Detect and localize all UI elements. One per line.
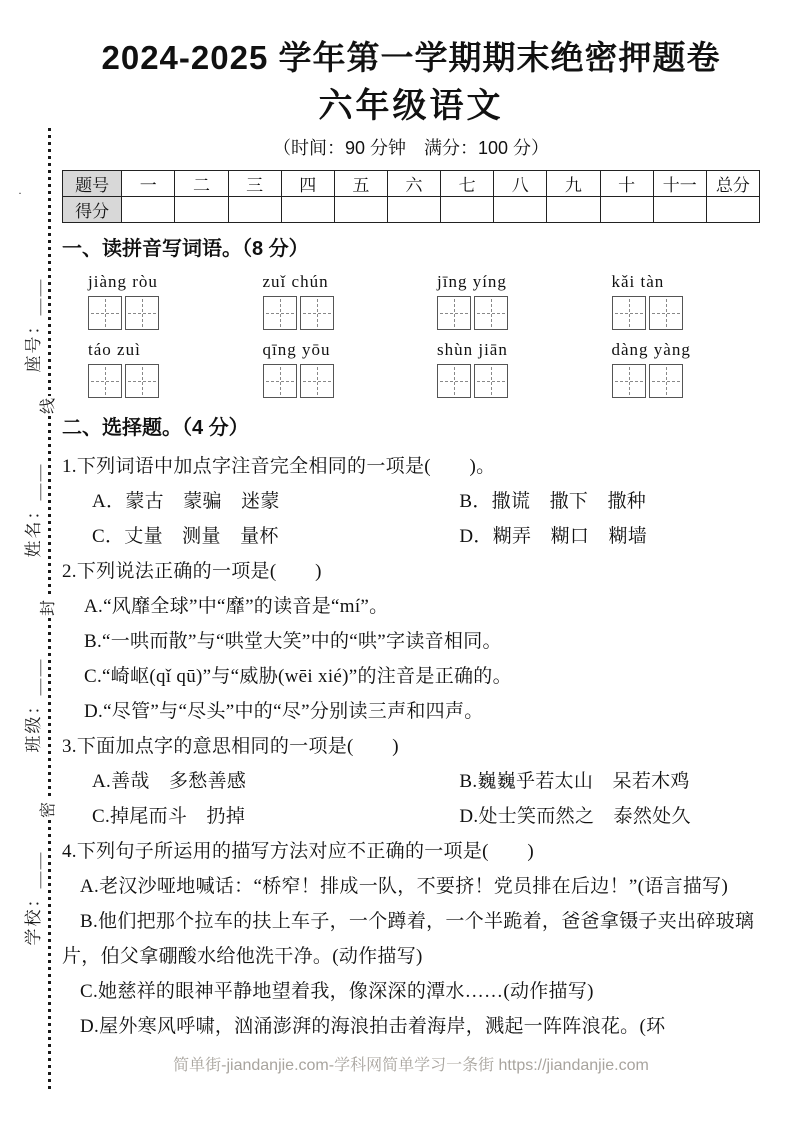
character-grid-box: [263, 296, 297, 330]
question-stem: 3.下面加点字的意思相同的一项是( ): [62, 736, 399, 757]
question-stem: 4.下列句子所运用的描写方法对应不正确的一项是( ): [62, 841, 535, 862]
score-cell: [334, 197, 387, 223]
score-cell: [228, 197, 281, 223]
character-grid-box: [125, 364, 159, 398]
score-table-header-row: [63, 171, 760, 197]
seal-char-line: 线: [39, 397, 57, 415]
stray-dot: ·: [18, 186, 22, 200]
score-cell: [175, 197, 228, 223]
score-cell: [547, 197, 600, 223]
option-b: B.他们把那个拉车的扶上车子，一个蹲着，一个半跪着，爸爸拿镊子夹出碎玻璃片，伯父拿硼酸水给他洗干净。(动作描写): [62, 911, 755, 967]
character-grid-box: [437, 296, 471, 330]
score-cell: [653, 197, 706, 223]
col-total: 总分: [706, 171, 759, 197]
seal-dotted-segment: [48, 820, 51, 1093]
score-table: [62, 170, 760, 223]
pinyin-row-2: [62, 338, 760, 402]
writing-boxes: [612, 296, 761, 330]
score-label: 得分: [63, 197, 122, 223]
exam-content: [62, 0, 760, 1075]
pinyin-group: [237, 338, 412, 402]
pinyin-group: [411, 270, 586, 334]
character-grid-box: [612, 364, 646, 398]
score-cell: [494, 197, 547, 223]
pinyin-word: zuǐ chún: [262, 272, 329, 291]
pinyin-group: [237, 270, 412, 334]
option-a: A.善哉 多愁善感: [92, 771, 247, 792]
score-cell: [387, 197, 440, 223]
pinyin-word: qīng yōu: [262, 340, 331, 359]
character-grid-box: [263, 364, 297, 398]
seal-char-seal: 封: [39, 599, 57, 617]
score-table-score-row: [63, 197, 760, 223]
col-3: 三: [228, 171, 281, 197]
option-c: C.掉尾而斗 扔掉: [92, 806, 246, 827]
option-b: B．撒谎 撒下 撒种: [459, 491, 647, 512]
question-4: [62, 834, 760, 1044]
col-5: 五: [334, 171, 387, 197]
pinyin-row-1: [62, 270, 760, 334]
seal-dotted-segment: [48, 618, 51, 800]
col-2: 二: [175, 171, 228, 197]
character-grid-box: [300, 364, 334, 398]
writing-boxes: [88, 364, 237, 398]
exam-subtitle: 六年级语文: [318, 87, 504, 125]
exam-time-score-info: （时间：90 分钟 满分：100 分）: [272, 138, 550, 158]
question-stem: 1.下列词语中加点字注音完全相同的一项是( )。: [62, 456, 496, 477]
option-a: A.老汉沙哑地喊话：“桥窄！排成一队，不要挤！党员排在后边！”(语言描写): [80, 876, 729, 897]
pinyin-group: [62, 338, 237, 402]
character-grid-box: [437, 364, 471, 398]
exam-title: 2024-2025 学年第一学期期末绝密押题卷: [101, 39, 721, 76]
seal-dotted-segment: [48, 416, 51, 598]
pinyin-group: [411, 338, 586, 402]
option-c: C.她慈祥的眼神平静地望着我，像深深的潭水……(动作描写): [80, 981, 594, 1002]
col-8: 八: [494, 171, 547, 197]
character-grid-box: [88, 296, 122, 330]
option-d: D.屋外寒风呼啸，汹涌澎湃的海浪拍击着海岸，溅起一阵阵浪花。(环: [80, 1016, 666, 1037]
score-cell: [122, 197, 175, 223]
pinyin-word: jīng yíng: [437, 272, 507, 291]
option-b: B.“一哄而散”与“哄堂大笑”中的“哄”字读音相同。: [84, 631, 502, 652]
writing-boxes: [263, 296, 412, 330]
question-1: [62, 449, 760, 554]
question-number-label: 题号: [63, 171, 122, 197]
score-cell: [706, 197, 759, 223]
pinyin-word: jiàng ròu: [88, 272, 158, 291]
class-field: 班级：＿＿: [24, 657, 43, 753]
seal-dotted-segment: [48, 128, 51, 396]
col-6: 六: [387, 171, 440, 197]
character-grid-box: [649, 296, 683, 330]
character-grid-box: [649, 364, 683, 398]
writing-boxes: [437, 296, 586, 330]
writing-boxes: [612, 364, 761, 398]
col-7: 七: [441, 171, 494, 197]
score-cell: [600, 197, 653, 223]
pinyin-group: [586, 270, 761, 334]
writing-boxes: [263, 364, 412, 398]
score-cell: [441, 197, 494, 223]
option-c: C．丈量 测量 量杯: [92, 526, 279, 547]
pinyin-group: [586, 338, 761, 402]
character-grid-box: [125, 296, 159, 330]
option-a: A．蒙古 蒙骗 迷蒙: [92, 491, 280, 512]
options-row: [62, 519, 760, 554]
pinyin-word: dàng yàng: [611, 340, 691, 359]
col-4: 四: [281, 171, 334, 197]
watermark: 简单街-jiandanjie.com-学科网简单学习一条街 https://jiandanjie.com: [173, 1057, 649, 1074]
option-b: B.巍巍乎若太山 呆若木鸡: [459, 771, 690, 792]
student-name-field: 姓名：＿＿: [24, 462, 43, 558]
question-stem: 2.下列说法正确的一项是( ): [62, 561, 322, 582]
school-field: 学校：＿＿: [24, 850, 43, 946]
col-9: 九: [547, 171, 600, 197]
option-d: D.“尽管”与“尽头”中的“尽”分别读三声和四声。: [84, 701, 484, 722]
col-1: 一: [122, 171, 175, 197]
character-grid-box: [474, 296, 508, 330]
seal-char-secret: 密: [39, 801, 57, 819]
option-c: C.“崎岖(qǐ qū)”与“威胁(wēi xié)”的注音是正确的。: [84, 666, 512, 687]
character-grid-box: [474, 364, 508, 398]
options-row: [62, 484, 760, 519]
options-row: [62, 764, 760, 799]
section2-heading: 二、选择题。（4 分）: [62, 417, 249, 439]
col-10: 十: [600, 171, 653, 197]
character-grid-box: [612, 296, 646, 330]
section1-heading: 一、读拼音写词语。（8 分）: [62, 238, 309, 260]
question-2: [62, 554, 760, 729]
pinyin-group: [62, 270, 237, 334]
seal-line: [40, 128, 58, 1093]
writing-boxes: [437, 364, 586, 398]
character-grid-box: [88, 364, 122, 398]
question-3: [62, 729, 760, 834]
options-row: [62, 799, 760, 834]
pinyin-word: kǎi tàn: [611, 272, 665, 291]
character-grid-box: [300, 296, 334, 330]
pinyin-word: shùn jiān: [437, 340, 508, 359]
options-list: [62, 589, 760, 729]
seat-number-field: 座号：＿＿: [24, 277, 43, 373]
writing-boxes: [88, 296, 237, 330]
option-d: D．糊弄 糊口 糊墙: [459, 526, 648, 547]
option-d: D.处士笑而然之 泰然处久: [459, 806, 691, 827]
score-cell: [281, 197, 334, 223]
pinyin-word: táo zuì: [88, 340, 141, 359]
option-a: A.“风靡全球”中“靡”的读音是“mí”。: [84, 596, 389, 617]
col-11: 十一: [653, 171, 706, 197]
